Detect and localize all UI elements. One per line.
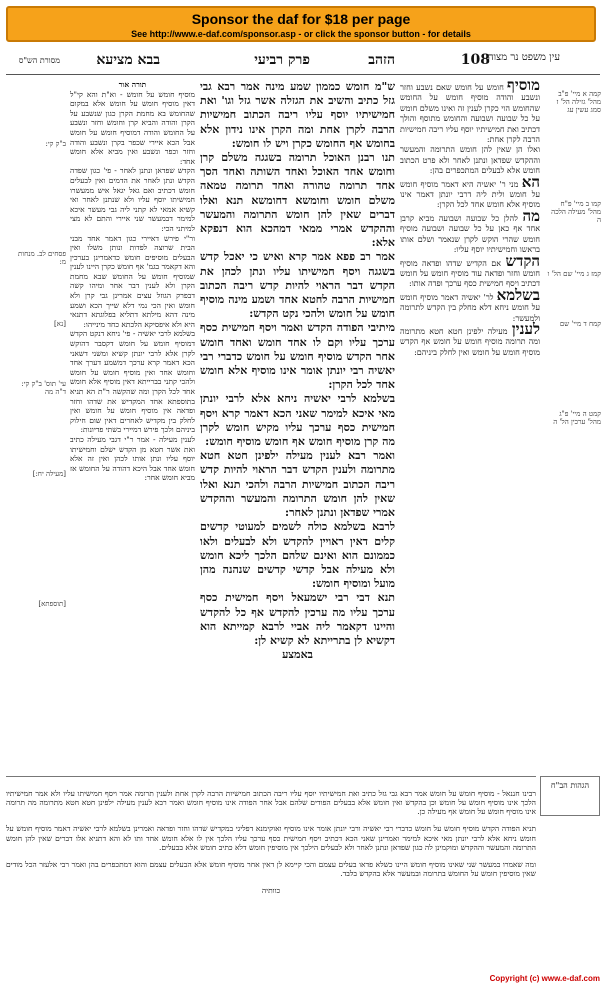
gemara-text: מיתיבי הפודה הקדש ואמר ויסף חמישית כסף ערכך עליו וקם לו אחד חומש ואחד חומש אחר הקדש מוסיף חומש על חומש כדברי רבי יאשיה רבי יונתן אומר אינו מוסיף אלא חומש אחד לכל הקרן: [200,321,395,392]
rashi-text: חומש על חומש שאם נשבע וחזר ונשבע והודה מוסיף חומש על החומש שהחומש הוי כקרן לענין זה ואינו משלם חומש על כל שבועה ושבועה והחומש מתוסף והולך דכתיב ואת חמישיתיו יוסף עליו ריבה חמישיות הרבה לקרן אחת: [400,83,540,145]
rashi-text: אם הקדיש שדהו ופדאה מוסיף חומש וחזר ופדאה עוד מוסיף חומש על חומש דכתיב ויסף חמישית כסף ערכך ופדה אותו: [400,258,540,289]
commentary-end-word: כוותיה [261,886,281,896]
tosafot-text: הקדש שפדאן ונתנן לאחר - פי' כגון שפדה הקדש ונתן לאחר את הדמים ואין לבעלים חומש דכתיב ואם גאל יגאל איש ממעשרו חמישיתו יוסף עליו ולא שנתנן לאחר ואי קשיא אמאי לא קתני ליה גבי מעשר איכא למימר דבמעשר שני איירי והתם לא מצי למיתני הכי: [70,166,195,233]
gemara-text: אמר רב פפא אמר קרא ואיש כי יאכל קדש בשגגה ויסף חמישיתו עליו ונתן לכהן את הקדש דבר הראוי להיות קדש ריבה הכתוב חמישיות הרבה לחטא אחד ושמע מינה מוסיף חומש על חומש ולהכי נקט הקדש: [200,250,395,321]
sponsor-subtitle: See http://www.e-daf.com/sponsor.asp - or click the sponsor button - for details [131,29,471,39]
gemara-text: בשלמא לרבי יאשיה ניחא אלא לרבי יונתן מאי איכא למימר שאני הכא דאמר קרא ויסף חמישית כסף ערכך עליו מקיש חומש לקרן מה קרן מוסיף חומש אף חומש מוסיף חומש: [200,392,395,449]
gemara-text: ואמר רבא לענין מעילה ילפינן חטא חטא מתרומה ולענין הקדש דבר הראוי להיות קדש ריבה הכתוב חמישיות הרבה ולהכי תנא ואלו שאין להן חומש התרומה והמעשר וההקדש אמרי שפדאן ונתנן לאחר: [200,449,395,520]
ein-mishpat-note: קמז ג מיי' שם הל' ו [547,270,601,278]
hagahot-label: הגהות הב"ח [550,781,590,790]
bottom-commentary [6,776,536,966]
mesorah-note: פסחים לב. מנחות מ: [18,250,66,266]
page-number: 108 [460,52,490,68]
commentary-text: ומה שאמרו במעשר שני שאינו מוסיף חומש היינו כשלא פדאו בעלים עצמם והכי קיימא לן דאין אחר מוסיף חומש אלא הבעלים עצמם והוא דמתכפרים בהן ואמר רבי אלעזר הכל מודים שאין מוסיפין חומש על החומש בתרומה ובמעשר אלא בהקדש בלבד. [6,859,536,879]
page-header [6,50,600,75]
gemara-text: ש"מ חומש כממון שמע מינה אמר רבא גבי גזל כתיב והשיב את הגזלה אשר גזל וגו' ואת חמישיתיו יוסף עליו ריבה הכתוב חמישיות הרבה לקרן אחת ומה הקרן אינו נידון אלא בחומש אף החומש כקרן ויש לו חומש: [200,80,395,150]
mesorah-note: עי' תוס' ב"ק קי: ד"ה מה [21,380,66,396]
gemara-column [200,80,395,770]
tosafot-text: לענין מעילה - אמר ר"י דגבי מעילה כתיב ואת אשר חטא מן הקדש ישלם וחמישיתו יוסף עליו ונתן אותו לכהן ואין זה אלא חומש אחד אבל היכא דהודה על החומש אז מביא חומש אחר: [70,434,195,483]
rashi-heading: מוסיף [507,80,540,94]
tractate-name: בבא מציעא [96,52,160,68]
mesorah-note: ב"ק קי: [45,140,66,148]
commentary-text: תניא הפודה הקדש מוסיף חומש על חומש כדברי רבי יאשיה ורבי יונתן אומר אינו מוסיף ואוקימנא דפליגי במקדיש שדהו וחזר ופדאה ואמרינן בשלמא לרבי יאשיה דאמר מוסיף חומש על חומש ניחא אלא לרבי יונתן מאי איכא למימר ואמרינן שאני הכא דכתיב ויסף חמישית כסף ערכך עליו הלכך אין לו אלא חומש אחד ותו לא והא דתניא אלו דברים שאין להן חומש התרומה והמעשר וההקדש ומוקמינן לה כגון שפדאן ונתנן לאחר ולא לבעלים הילכך אין מוסיפין חומש דלא כתיב חומש אלא בבעלים. [6,824,536,853]
mesorah-column [6,80,66,770]
mesorah-note: [תוספתא] [38,600,66,608]
tosafot-column [70,80,195,770]
rashi-text: להלן כל שבועה ושבועה מביא קרבן אחד אף כאן על כל שבועה ושבועה מוסיף חומש שהרי הוקש לקרן שנאמר ושלם אותו בראשו וחמישיתיו יוסף עליו: [400,213,540,255]
ein-mishpat-note: קמו ב מיי' פ"ח מהל' מעילה הלכה ה [551,200,601,224]
rashi-column [400,80,540,770]
sponsor-banner[interactable] [6,6,596,42]
sponsor-title: Sponsor the daf for $18 per page [191,11,411,27]
tosafot-text: ור"י פירש דאיירי כגון דאמר אחד מבני הבית שרוצה לפדות ונותן משלו ואין הבעלים מוסיפים חומש כדאמרינן בערכין והא דקאמר בגמ' אף חומש כקרן היינו לענין שמוסיף חומש על החומש שבא מחמת הקרן ולא לענין דבר אחר ומיהו קשה דבפרק הגוזל עצים אמרינן גבי קרן ולא חומש ואין הכי נמי דלא שייך הכא ושמע מינה דהא מילתא דתליא בפלוגתא דתנאי היא ולא איפסיקא הלכתא כחד מינייהו: [70,233,195,329]
ein-mishpat-note: קמח ד מיי' שם [559,320,601,328]
mesorah-note: [מעילה יח:] [32,470,66,478]
ein-mishpat-column [545,80,601,770]
side-title-right: עין משפט נר מצוה [487,52,560,63]
tosafot-heading: תורה אור [118,80,147,89]
rashi-text: מני ר' יאשיה היא דאמר מוסיף חומש על חומש ולית ליה דרבי יונתן דאמר אינו מוסיף אלא חומש אחד לכל הקרן: [400,179,540,210]
chapter-name: הזהב [368,52,395,68]
gemara-text: תנו רבנן האוכל תרומה בשגגה משלם קרן וחומש אחד האוכל ואחד השותה ואחד הסך אחד תרומה טהורה ואחד תרומה טמאה משלם חומש וחומשא דחומשא תנא ואלו דברים שאין להן חומש התרומה והמעשר וההקדש אמרי ממאי דמהכא הוא דנפקא אלא: [200,151,395,250]
gemara-text: לרבא בשלמא כולה לשמים למעוטי קדשים קלים דאין ראויין להקדש ולא לבעלים ולאו כממונם הוא ואינם שלהם הלכך ליכא חומש ולא מעילה אבל קדשי קדשים שנהנה מהן מועל ומוסיף חומש: [200,520,395,591]
commentary-text: רבינו חננאל - מוסיף חומש על חומש אמר רבא גבי גזל כתיב ואת חמישיתיו יוסף עליו ריבה הכתוב חמישיות הרבה לקרן אחת ולענין תרומה אמר ויסף חמישיתו עליו ולא אמר חמישיתיו הלכך אינו מוסיף חומש על חומש וכן בהקדש ואין חומש אלא בבעלים הפודים שלהם אבל אחר הפודה אינו מוסיף חומש ואמר רבא לענין מעילה ילפינן חטא חטא מתרומה מה תרומה אינו מוסיף חומש על חומש אף מעילה כן. [6,788,536,817]
rashi-text: לר' יאשיה דאמר מוסיף חומש על חומש ניחא דלא מחלק בין הקדש לתרומה ולמעשר: [400,292,540,323]
gemara-end-word: באמצע [282,648,313,662]
rashi-text: ואלו הן שאין להן חומש התרומה והמעשר וההקדש שפדאן ונתנן לאחר ולא פרט הכתוב חומש אלא לבעלים המתכפרים בהן: [400,145,540,176]
gemara-text: תנא דבי רבי ישמעאל ויסף חמישית כסף ערכך עליו מה ערכין להקדש אף כל להקדש והיינו דקאמר ליה אביי לרבא קמייתא הוא דקשיא לן בתרייתא לא קשיא לן: [200,591,395,647]
hagahot-box [540,776,600,816]
mesorah-note: [נא] [54,320,66,328]
rashi-text: מעילה ילפינן חטא חטא מתרומה ומה תרומה מוסיף חומש על חומש אף הקדש מוסיף חומש על חומש ואין לחלק ביניהם: [400,326,540,357]
rashi-dibur: הא [521,172,540,191]
tosafot-text: בשלמא לרבי יאשיה - פי' ניחא דנקט הקדש דמוסיף חומש על חומש דקסבר דהוקש לקרן אלא לרבי יונתן קשיא ומשני דשאני הכא דאמר קרא ערכך דמשמע דערך אחד וחומש אחד ואין מוסיף חומש על חומש ולהכי קתני בברייתא דאין מוסיף אלא חומש אחד לכל הקרן ומה שהקשה ר"ת הא תניא בתוספתא אחד המקדיש את שדהו וחזר ופדאה אין מוסיף חומש על חומש ואין לחלק בין מקדיש לאחרים דאין שום חילוק ביניהם ולכך פירש דמיירי בשתי פדיונות: [70,329,195,435]
chapter-number: פרק רביעי [254,52,310,68]
rashi-dibur: בשלמא [496,285,540,304]
rashi-dibur: מה [522,206,540,225]
copyright-link[interactable]: Copyright (c) www.e-daf.com [489,974,600,983]
ein-mishpat-note: קמט ה מיי' פ"ג מהל' ערכין הל' ה [553,410,601,426]
rashi-dibur: הקדש [505,251,540,270]
mesorah-label: מסורת הש"ס [18,56,60,65]
ein-mishpat-note: קמה א מיי' פ"ב מהל' גזילה הל' ז סמג עשין עג [556,90,601,114]
tosafot-text: מוסיף חומש על חומש - וא"ת והא קי"ל דאין מוסיף חומש על חומש אלא במקום שהחומש בא מחמת הקרן כגון שנשבע על הקרן והודה והביא קרן וחומש וחזר ונשבע על החומש והודה דמוסיף חומש על חומש אבל הכא איירי שכפר בקרן ונשבע והודה וחזר וכפר ונשבע ואין מביא אלא חומש אחד: [70,89,195,166]
rashi-dibur: לענין [511,319,540,338]
